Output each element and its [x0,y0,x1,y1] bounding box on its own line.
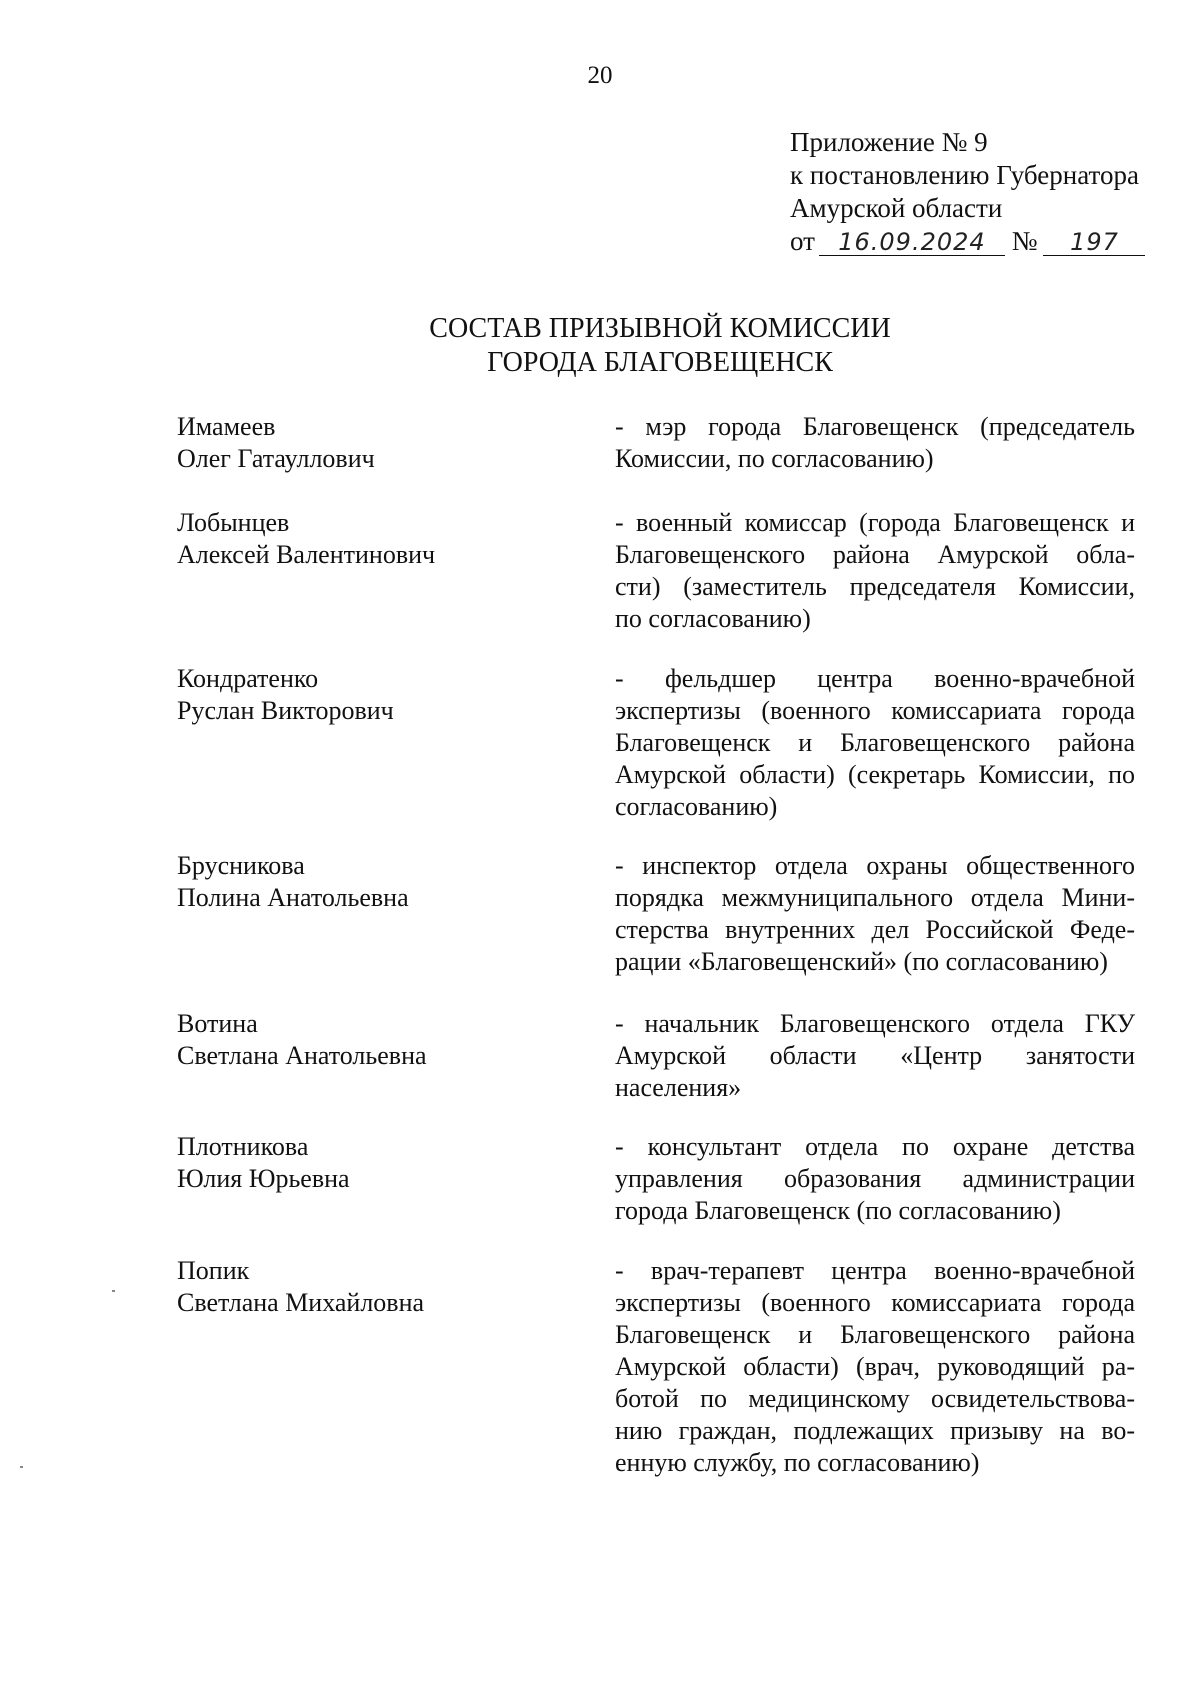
scan-speck [112,1290,115,1292]
date-field [819,228,1005,256]
role-line: ботой по медицинскому освидетельствова- [615,1384,1135,1413]
member-given-names: Алексей Валентинович [177,540,436,569]
member-role [615,1131,1135,1227]
role-line: - мэр города Благовещенск (председатель [615,412,1135,441]
member-name [177,1008,597,1072]
role-line: экспертизы (военного комиссариата города [615,696,1135,725]
member-role [615,1008,1135,1104]
role-line: нию граждан, подлежащих призыву на во- [615,1416,1135,1445]
role-line: - фельдшер центра военно-врачебной [615,664,1135,693]
member-given-names: Юлия Юрьевна [177,1164,350,1193]
member-surname: Имамеев [177,412,276,441]
role-line: экспертизы (военного комиссариата города [615,1288,1135,1317]
handwritten-number: 197 [1070,228,1119,256]
member-role [615,850,1135,978]
member-surname: Брусникова [177,851,305,880]
document-title [0,312,1200,380]
member-surname: Плотникова [177,1132,309,1161]
role-line: енную службу, по согласованию) [615,1448,980,1477]
member-name [177,850,597,914]
appendix-header [790,126,1145,258]
member-role [615,507,1135,635]
appendix-reference: к постановлению Губернатора [790,160,1139,190]
role-line: Амурской области «Центр занятости [615,1041,1135,1070]
number-field [1043,228,1145,256]
role-line: - военный комиссар (города Благовещенск и [615,508,1135,537]
member-given-names: Руслан Викторович [177,696,394,725]
title-line-1: СОСТАВ ПРИЗЫВНОЙ КОМИССИИ [429,313,891,344]
member-given-names: Полина Анатольевна [177,883,409,912]
member-surname: Кондратенко [177,664,319,693]
scan-speck [20,1466,23,1468]
member-role [615,411,1135,475]
role-line: Амурской области) (секретарь Комиссии, по [615,760,1135,789]
role-line: - начальник Благовещенского отдела ГКУ [615,1009,1135,1038]
role-line: стерства внутренних дел Российской Феде- [615,915,1135,944]
role-line: населения» [615,1073,742,1102]
member-surname: Лобынцев [177,508,290,537]
member-name [177,507,597,571]
page-number: 20 [587,62,613,89]
number-sign: № [1011,226,1038,256]
role-line: сти) (заместитель председателя Комиссии, [615,572,1135,601]
title-line-2: ГОРОДА БЛАГОВЕЩЕНСК [487,347,833,378]
member-given-names: Светлана Анатольевна [177,1041,427,1070]
role-line: управления образования администрации [615,1164,1135,1193]
role-line: Благовещенск и Благовещенского района [615,1320,1135,1349]
member-given-names: Светлана Михайловна [177,1288,425,1317]
appendix-title: Приложение № 9 [790,127,988,157]
role-line: города Благовещенск (по согласованию) [615,1196,1061,1225]
role-line: - врач-терапевт центра военно-врачебной [615,1256,1135,1285]
role-line: - консультант отдела по охране детства [615,1132,1135,1161]
appendix-region: Амурской области [790,193,1003,223]
member-name [177,1131,597,1195]
member-given-names: Олег Гатауллович [177,444,375,473]
role-line: Благовещенск и Благовещенского района [615,728,1135,757]
member-name [177,663,597,727]
role-line: Благовещенского района Амурской обла- [615,540,1135,569]
member-surname: Вотина [177,1009,258,1038]
member-name [177,411,597,475]
role-line: порядка межмуниципального отдела Мини- [615,883,1135,912]
role-line: - инспектор отдела охраны общественного [615,851,1135,880]
member-surname: Попик [177,1256,250,1285]
member-role [615,663,1135,823]
member-role [615,1255,1135,1479]
handwritten-date: 16.09.2024 [838,228,986,256]
role-line: Амурской области) (врач, руководящий ра- [615,1352,1135,1381]
role-line: согласованию) [615,792,778,821]
appendix-date-line [790,225,1145,258]
role-line: рации «Благовещенский» (по согласованию) [615,947,1108,976]
role-line: Комиссии, по согласованию) [615,444,934,473]
role-line: по согласованию) [615,604,811,633]
member-name [177,1255,597,1319]
date-prefix: от [790,226,815,256]
